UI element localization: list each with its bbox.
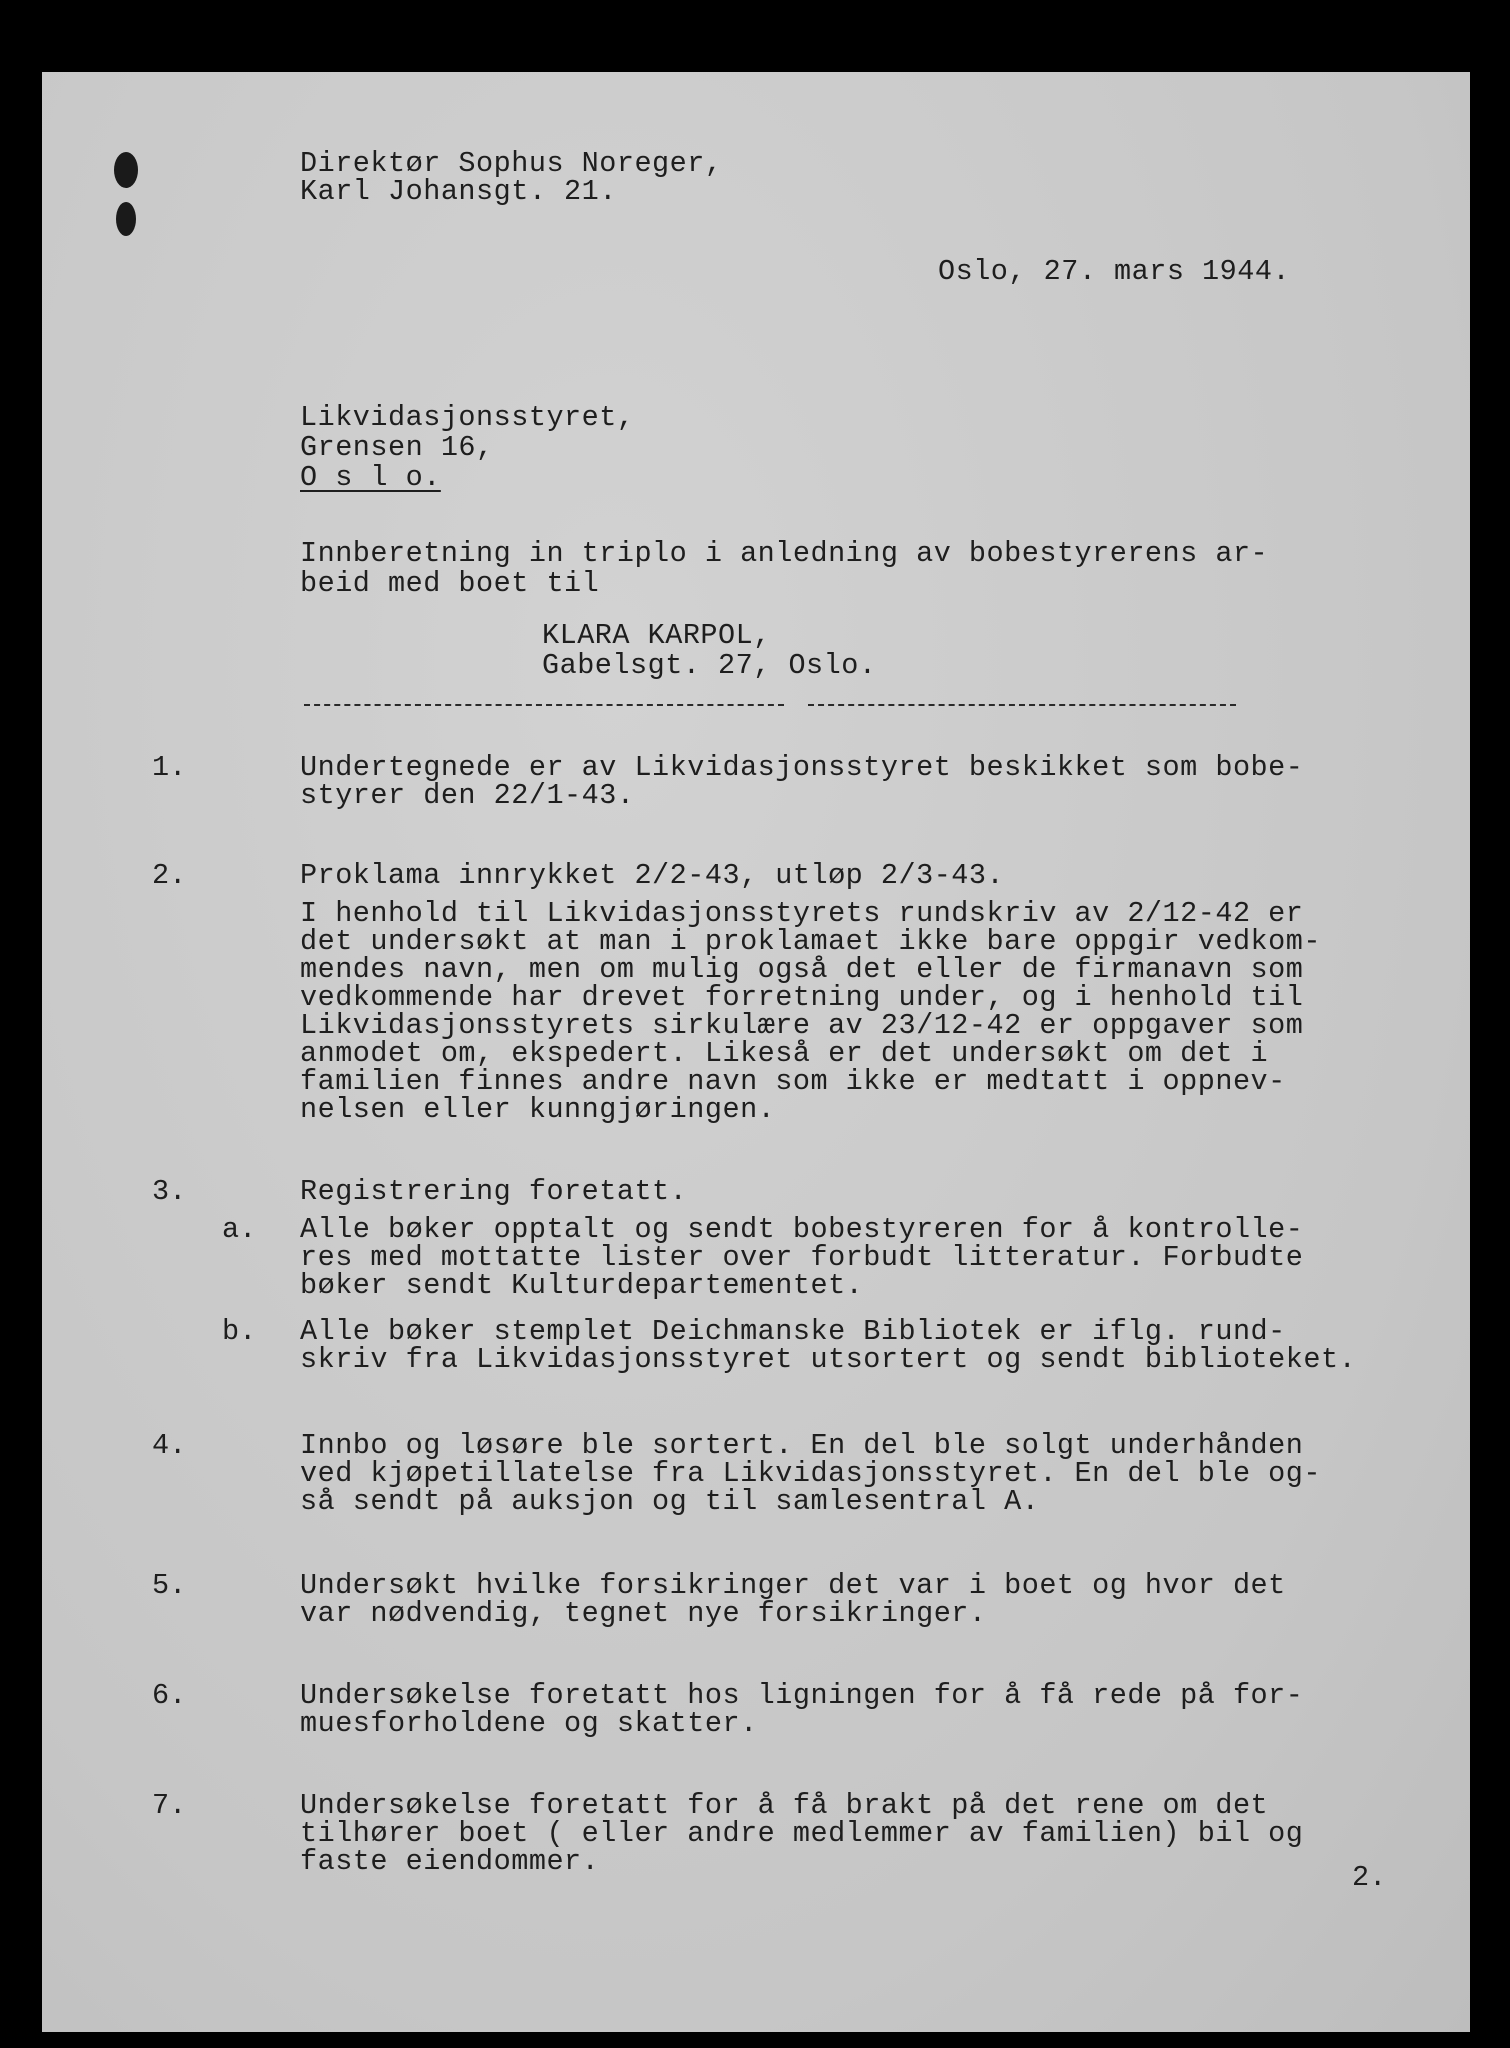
sender-address: Karl Johansgt. 21. [300,175,617,208]
item-number: 1. [152,751,187,784]
item-text: familien finnes andre navn som ikke er medtatt i oppnev- [300,1065,1286,1098]
item-text: Undersøkelse foretatt for å få brakt på det rene om det [300,1789,1269,1822]
item-text: mendes navn, men om mulig også det eller de firmanavn som [300,953,1304,986]
item-number: 7. [152,1789,187,1822]
item-number: 3. [152,1175,187,1208]
subject-line: beid med boet til [300,567,600,600]
item-text: skriv fra Likvidasjonsstyret utsortert og sendt biblioteket. [300,1343,1357,1376]
item-number: 4. [152,1429,187,1462]
item-text: Undersøkelse foretatt hos ligningen for å få rede på for- [300,1679,1304,1712]
document-page [42,72,1470,2032]
sub-item-label: a. [222,1213,257,1246]
punch-hole-mark [114,152,138,188]
sender-name: Direktør Sophus Noreger, [300,147,723,180]
item-text: res med mottatte lister over forbudt litteratur. Forbudte [300,1241,1304,1274]
next-page-number: 2. [1352,1861,1387,1894]
item-text: Innbo og løsøre ble sortert. En del ble solgt underhånden [300,1429,1304,1462]
item-heading: Proklama innrykket 2/2-43, utløp 2/3-43. [300,859,1005,892]
item-number: 5. [152,1569,187,1602]
separator-rule [304,704,784,706]
item-text: faste eiendommer. [300,1845,600,1878]
punch-hole-mark [116,202,136,236]
item-text: I henhold til Likvidasjonsstyrets rundskriv av 2/12-42 er [300,897,1304,930]
item-text: så sendt på auksjon og til samlesentral A. [300,1485,1040,1518]
item-text: styrer den 22/1-43. [300,779,635,812]
item-text: Alle bøker opptalt og sendt bobestyreren for å kontrolle- [300,1213,1304,1246]
item-text: vedkommende har drevet forretning under, og i henhold til [300,981,1304,1014]
item-text: nelsen eller kunngjøringen. [300,1093,776,1126]
item-text: Alle bøker stemplet Deichmanske Bibliotek er iflg. rund- [300,1315,1286,1348]
recipient-city: O s l o. [300,461,441,494]
recipient-street: Grensen 16, [300,431,494,464]
item-text: var nødvendig, tegnet nye forsikringer. [300,1597,987,1630]
item-text: det undersøkt at man i proklamaet ikke bare oppgir vedkom- [300,925,1321,958]
item-text: Undersøkt hvilke forsikringer det var i boet og hvor det [300,1569,1286,1602]
item-text: muesforholdene og skatter. [300,1707,758,1740]
estate-address: Gabelsgt. 27, Oslo. [542,649,877,682]
sub-item-label: b. [222,1315,257,1348]
separator-rule [808,704,1236,706]
letter-date: Oslo, 27. mars 1944. [938,255,1291,288]
recipient-name: Likvidasjonsstyret, [300,401,635,434]
item-text: ved kjøpetillatelse fra Likvidasjonsstyret. En del ble og- [300,1457,1321,1490]
item-heading: Registrering foretatt. [300,1175,688,1208]
item-number: 6. [152,1679,187,1712]
item-text: bøker sendt Kulturdepartementet. [300,1269,864,1302]
item-text: anmodet om, ekspedert. Likeså er det undersøkt om det i [300,1037,1269,1070]
item-text: Likvidasjonsstyrets sirkulære av 23/12-42 er oppgaver som [300,1009,1304,1042]
item-number: 2. [152,859,187,892]
subject-line: Innberetning in triplo i anledning av bobestyrerens ar- [300,537,1269,570]
item-text: Undertegnede er av Likvidasjonsstyret beskikket som bobe- [300,751,1304,784]
estate-name: KLARA KARPOL, [542,619,771,652]
item-text: tilhører boet ( eller andre medlemmer av familien) bil og [300,1817,1304,1850]
